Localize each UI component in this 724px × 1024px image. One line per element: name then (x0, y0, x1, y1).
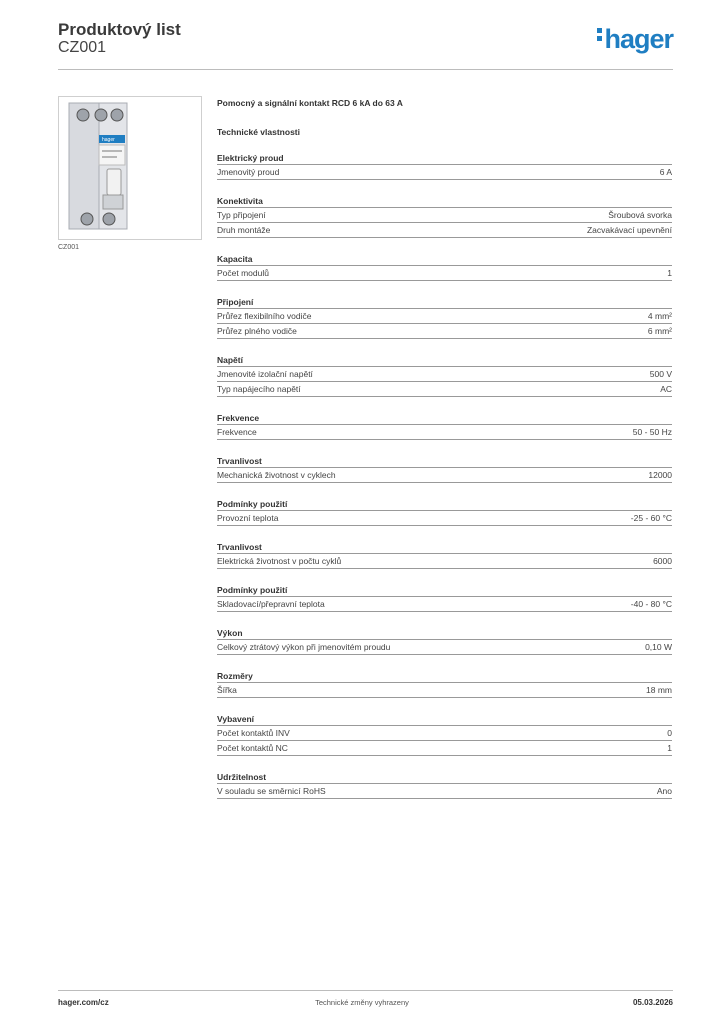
spec-group-title: Vybavení (217, 714, 672, 726)
spec-label: Průřez flexibilního vodiče (217, 311, 312, 321)
spec-group (217, 196, 672, 238)
spec-value: 0,10 W (645, 642, 672, 652)
logo-dots-icon (597, 28, 602, 44)
spec-row (217, 784, 672, 799)
spec-row (217, 468, 672, 483)
spec-label: Typ napájecího napětí (217, 384, 301, 394)
spec-value: AC (660, 384, 672, 394)
spec-row (217, 683, 672, 698)
spec-row (217, 367, 672, 382)
spec-group-title: Frekvence (217, 413, 672, 425)
spec-group (217, 499, 672, 526)
spec-value: Ano (656, 786, 672, 796)
spec-row (217, 223, 672, 238)
spec-group-title: Trvanlivost (217, 542, 672, 554)
spec-value: 1 (667, 268, 672, 278)
spec-group (217, 413, 672, 440)
spec-row (217, 726, 672, 741)
spec-row (217, 425, 672, 440)
footer-date: 05.03.2026 (632, 998, 673, 1007)
spec-groups (217, 153, 672, 799)
spec-label: Frekvence (217, 427, 257, 437)
spec-row (217, 597, 672, 612)
spec-section (217, 96, 672, 799)
spec-label: Celkový ztrátový výkon při jmenovitém proudu (217, 642, 391, 652)
svg-text:hager: hager (102, 137, 115, 143)
spec-row (217, 382, 672, 397)
spec-group-title: Kapacita (217, 254, 672, 266)
spec-group (217, 254, 672, 281)
spec-row (217, 324, 672, 339)
spec-row (217, 165, 672, 180)
spec-value: 500 V (649, 369, 672, 379)
spec-group (217, 355, 672, 397)
spec-row (217, 741, 672, 756)
product-title: Pomocný a signální kontakt RCD 6 kA do 63 A (217, 98, 403, 108)
spec-group (217, 714, 672, 756)
spec-label: Provozní teplota (217, 513, 279, 523)
spec-group (217, 772, 672, 799)
page-title: Produktový list (58, 20, 181, 39)
spec-group-title: Rozměry (217, 671, 672, 683)
product-image (58, 96, 202, 240)
spec-value: Šroubová svorka (608, 210, 672, 220)
footer-website: hager.com/cz (58, 998, 109, 1007)
spec-label: Jmenovitý proud (217, 167, 280, 177)
spec-group (217, 153, 672, 180)
spec-group-title: Trvanlivost (217, 456, 672, 468)
spec-group (217, 628, 672, 655)
spec-label: Jmenovité izolační napětí (217, 369, 313, 379)
spec-label: Druh montáže (217, 225, 271, 235)
header-divider (58, 69, 673, 70)
spec-label: Počet modulů (217, 268, 269, 278)
spec-value: 6 mm² (647, 326, 672, 336)
spec-group-title: Podmínky použití (217, 499, 672, 511)
spec-group-title: Napětí (217, 355, 672, 367)
spec-value: -25 - 60 °C (630, 513, 672, 523)
image-caption: CZ001 (58, 244, 80, 251)
spec-row (217, 554, 672, 569)
spec-label: Typ připojení (217, 210, 266, 220)
spec-group-title: Elektrický proud (217, 153, 672, 165)
spec-value: 6 A (659, 167, 672, 177)
spec-group (217, 456, 672, 483)
spec-group (217, 671, 672, 698)
spec-row (217, 640, 672, 655)
spec-value: 18 mm (646, 685, 672, 695)
spec-group-title: Připojení (217, 297, 672, 309)
spec-value: 4 mm² (647, 311, 672, 321)
spec-label: Mechanická životnost v cyklech (217, 470, 336, 480)
logo-text: hager (604, 24, 673, 54)
spec-value: 0 (667, 728, 672, 738)
spec-label: Průřez plného vodiče (217, 326, 297, 336)
footer-note: Technické změny vyhrazeny (315, 998, 409, 1007)
spec-label: Elektrická životnost v počtu cyklů (217, 556, 342, 566)
spec-label: Počet kontaktů INV (217, 728, 290, 738)
spec-label: Počet kontaktů NC (217, 743, 288, 753)
spec-value: Zacvakávací upevnění (586, 225, 672, 235)
spec-label: Šířka (217, 685, 237, 695)
spec-group (217, 297, 672, 339)
spec-group (217, 585, 672, 612)
spec-value: 6000 (653, 556, 672, 566)
spec-label: V souladu se směrnicí RoHS (217, 786, 326, 796)
spec-group-title: Podmínky použití (217, 585, 672, 597)
product-code: CZ001 (58, 39, 107, 56)
spec-row (217, 511, 672, 526)
spec-row (217, 266, 672, 281)
spec-heading: Technické vlastnosti (217, 127, 300, 137)
spec-row (217, 309, 672, 324)
spec-row (217, 208, 672, 223)
spec-value: 12000 (648, 470, 672, 480)
spec-value: 1 (667, 743, 672, 753)
spec-value: 50 - 50 Hz (632, 427, 672, 437)
spec-group-title: Udržitelnost (217, 772, 672, 784)
spec-group-title: Výkon (217, 628, 672, 640)
footer-divider (58, 990, 673, 991)
hager-logo (597, 24, 673, 55)
spec-group (217, 542, 672, 569)
spec-value: -40 - 80 °C (630, 599, 672, 609)
spec-label: Skladovací/přepravní teplota (217, 599, 325, 609)
circuit-breaker-module-icon (59, 97, 201, 239)
spec-group-title: Konektivita (217, 196, 672, 208)
